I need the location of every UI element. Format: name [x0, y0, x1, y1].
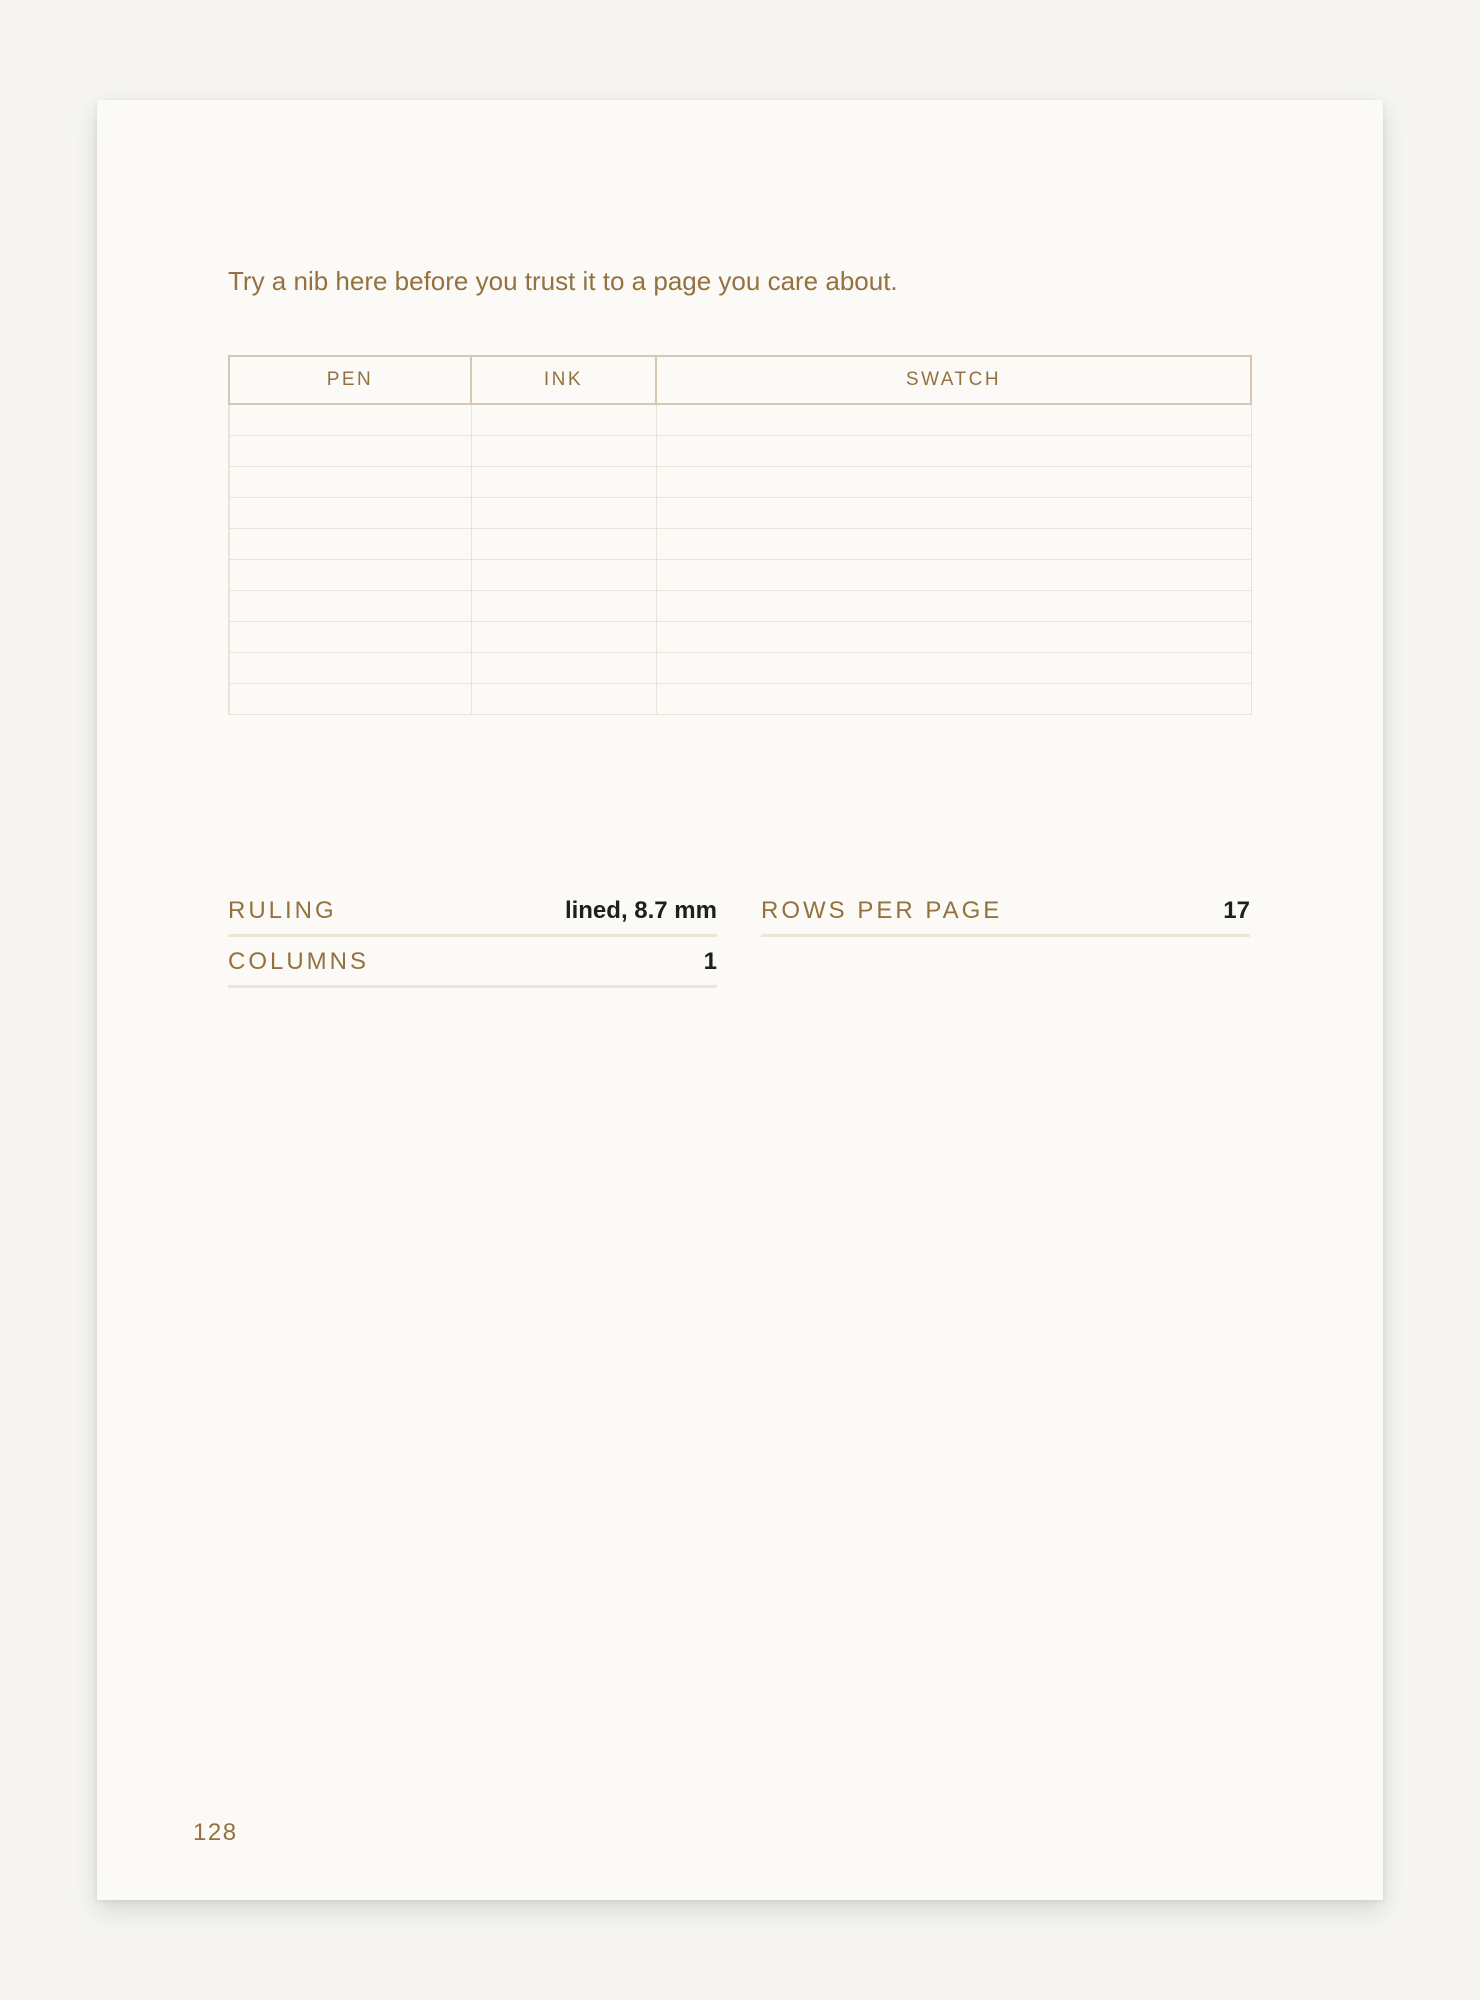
- table-cell-swatch: [656, 622, 1251, 653]
- table-row: [229, 622, 1251, 653]
- table-cell-swatch: [656, 498, 1251, 529]
- table-cell-ink: [471, 436, 656, 467]
- spec-ruling: [228, 885, 717, 937]
- spec-ruling-label: RULING: [228, 897, 337, 924]
- table-cell-swatch: [656, 529, 1251, 560]
- table-body: [229, 404, 1251, 715]
- table-cell-ink: [471, 622, 656, 653]
- table-cell-pen: [229, 684, 471, 715]
- table-row: [229, 498, 1251, 529]
- table-cell-pen: [229, 498, 471, 529]
- table-row: [229, 404, 1251, 436]
- spec-columns-value: 1: [703, 948, 717, 975]
- spec-rows-per-page-label: ROWS PER PAGE: [761, 897, 1003, 924]
- table-cell-swatch: [656, 404, 1251, 436]
- spec-columns: [228, 936, 717, 988]
- table-cell-pen: [229, 591, 471, 622]
- table-cell-pen: [229, 622, 471, 653]
- spec-columns-label: COLUMNS: [228, 948, 370, 975]
- pen-ink-swatch-table: [228, 355, 1252, 715]
- table-cell-pen: [229, 436, 471, 467]
- table-cell-pen: [229, 653, 471, 684]
- table-row: [229, 653, 1251, 684]
- table-header-row: [229, 356, 1251, 404]
- table-cell-ink: [471, 404, 656, 436]
- intro-text: Try a nib here before you trust it to a page you care about.: [228, 266, 898, 296]
- table-cell-ink: [471, 560, 656, 591]
- table-cell-pen: [229, 529, 471, 560]
- spec-rows-per-page-value: 17: [1223, 897, 1250, 924]
- table-cell-swatch: [656, 560, 1251, 591]
- table-row: [229, 436, 1251, 467]
- table-cell-swatch: [656, 467, 1251, 498]
- spec-ruling-value: lined, 8.7 mm: [564, 897, 717, 924]
- table-cell-ink: [471, 467, 656, 498]
- header-swatch: SWATCH: [656, 356, 1251, 404]
- table-cell-pen: [229, 467, 471, 498]
- table-cell-swatch: [656, 653, 1251, 684]
- table-cell-swatch: [656, 684, 1251, 715]
- table-row: [229, 560, 1251, 591]
- spec-rows-per-page: [761, 885, 1250, 937]
- page-number: 128: [193, 1819, 238, 1846]
- table-row: [229, 529, 1251, 560]
- table-row: [229, 684, 1251, 715]
- table-cell-ink: [471, 591, 656, 622]
- table-cell-ink: [471, 653, 656, 684]
- table-cell-ink: [471, 498, 656, 529]
- table-cell-pen: [229, 404, 471, 436]
- table-row: [229, 467, 1251, 498]
- table-cell-swatch: [656, 436, 1251, 467]
- header-ink: INK: [471, 356, 656, 404]
- page-sheet: [97, 100, 1383, 1900]
- table-cell-ink: [471, 529, 656, 560]
- table-row: [229, 591, 1251, 622]
- table-cell-pen: [229, 560, 471, 591]
- table-cell-ink: [471, 684, 656, 715]
- header-pen: PEN: [229, 356, 471, 404]
- table-cell-swatch: [656, 591, 1251, 622]
